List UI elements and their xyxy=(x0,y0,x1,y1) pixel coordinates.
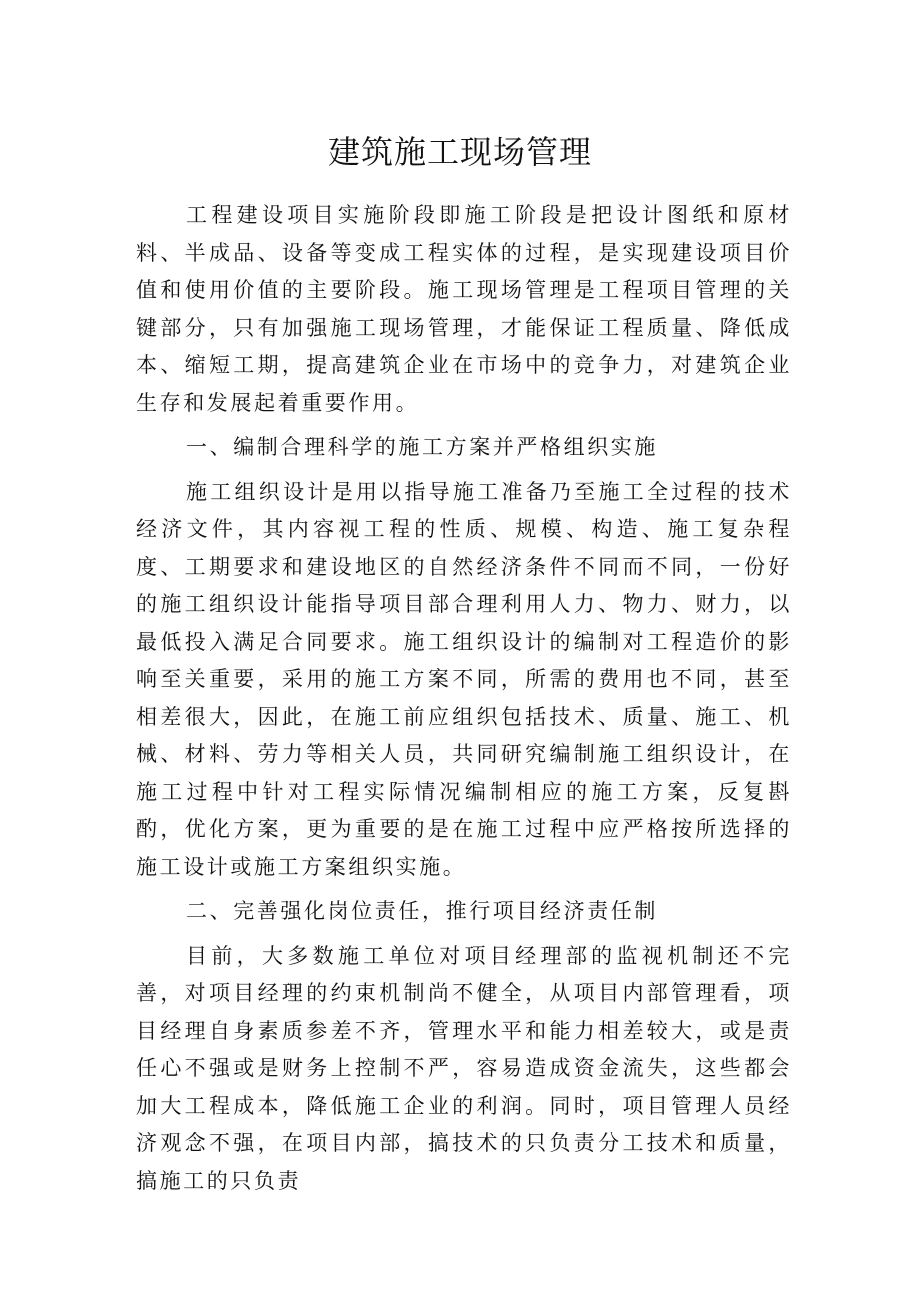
section-2-paragraph: 目前，大多数施工单位对项目经理部的监视机制还不完善，对项目经理的约束机制尚不健全，从项目内部管理看，项目经理自身素质参差不齐，管理水平和能力相差较大，或是责任心不强或是财务上控制不严，容易造成资金流失，这些都会加大工程成本，降低施工企业的利润。同时，项目管理人员经济观念不强，在项目内部，搞技术的只负责分工技术和质量，搞施工的只负责 xyxy=(136,943,792,1193)
document-title: 建筑施工现场管理 xyxy=(327,133,592,171)
section-1-paragraph: 施工组织设计是用以指导施工准备乃至施工全过程的技术经济文件，其内容视工程的性质、规模、构造、施工复杂程度、工期要求和建设地区的自然经济条件不同而不同，一份好的施工组织设计能指导项目部合理利用人力、物力、财力，以最低投入满足合同要求。施工组织设计的编制对工程造价的影响至关重要，采用的施工方案不同，所需的费用也不同，甚至相差很大，因此，在施工前应组织包括技术、质量、施工、机械、材料、劳力等相关人员，共同研究编制施工组织设计，在施工过程中针对工程实际情况编制相应的施工方案，反复斟酌，优化方案，更为重要的是在施工过程中应严格按所选择的施工设计或施工方案组织实施。 xyxy=(136,479,792,879)
section-heading-2: 二、完善强化岗位责任，推行项目经济责任制 xyxy=(186,899,658,923)
section-heading-1: 一、编制合理科学的施工方案并严格组织实施 xyxy=(186,435,658,459)
intro-paragraph: 工程建设项目实施阶段即施工阶段是把设计图纸和原材料、半成品、设备等变成工程实体的过程，是实现建设项目价值和使用价值的主要阶段。施工现场管理是工程项目管理的关键部分，只有加强施工现场管理，才能保证工程质量、降低成本、缩短工期，提高建筑企业在市场中的竞争力，对建筑企业生存和发展起着重要作用。 xyxy=(136,203,792,415)
document-body xyxy=(136,197,792,1207)
